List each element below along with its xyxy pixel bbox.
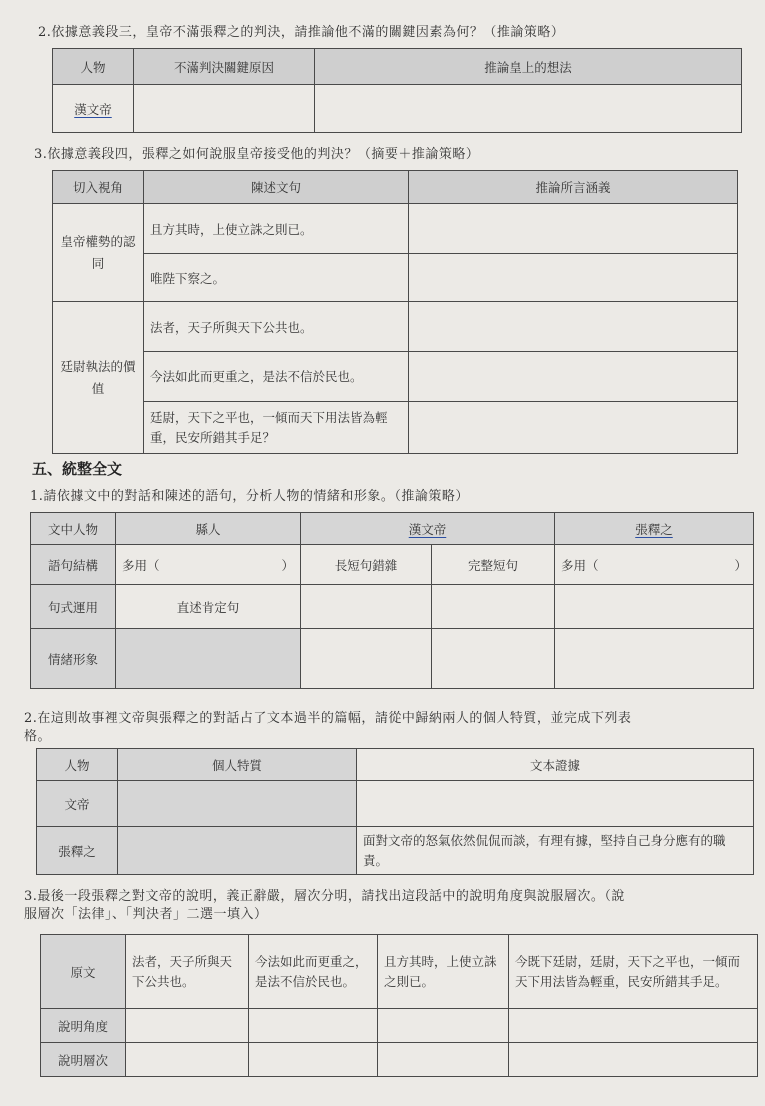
table-q2 (52, 48, 742, 133)
cell-county-man-emotion[interactable] (116, 629, 301, 689)
header-personal-trait: 個人特質 (118, 749, 357, 781)
header-reason: 不滿判決關鍵原因 (134, 49, 315, 85)
header-characters: 文中人物 (31, 513, 116, 545)
cell-emperor-emotion-1[interactable] (301, 629, 432, 689)
header-county-man: 縣人 (116, 513, 301, 545)
level-answer-1[interactable] (126, 1043, 249, 1077)
row-label-zhang: 張釋之 (37, 827, 118, 875)
question-5-2-text: 2.在這則故事裡文帝與張釋之的對話占了文本過半的篇幅，請從中歸納兩人的個人特質，並完成下列表 格。 (24, 711, 632, 744)
original-clause-1: 法者，天子所與天下公共也。 (126, 935, 249, 1009)
statement-4: 今法如此而更重之，是法不信於民也。 (144, 352, 409, 402)
angle-answer-4[interactable] (509, 1009, 758, 1043)
row-label-explanation-level: 說明層次 (41, 1043, 126, 1077)
cell-emperor-mixed: 長短句錯雜 (301, 545, 432, 585)
table-q3 (52, 170, 738, 454)
header-emperor-thought: 推論皇上的想法 (315, 49, 742, 85)
table-traits (36, 748, 754, 875)
cell-emperor-use-1[interactable] (301, 585, 432, 629)
row-label-sentence-structure: 語句結構 (31, 545, 116, 585)
cell-thought-answer[interactable] (315, 85, 742, 133)
cell-zhang-structure[interactable]: 多用（ ） (555, 545, 754, 585)
original-clause-2: 今法如此而更重之，是法不信於民也。 (249, 935, 378, 1009)
level-answer-4[interactable] (509, 1043, 758, 1077)
cell-emperor-complete: 完整短句 (432, 545, 555, 585)
header-meaning: 推論所言涵義 (409, 171, 738, 204)
statement-2: 唯陛下察之。 (144, 254, 409, 302)
level-answer-3[interactable] (378, 1043, 509, 1077)
question-5-3-text: 3.最後一段張釋之對文帝的說明，義正辭嚴，層次分明，請找出這段話中的說明角度與說服層次。（說 服層次「法律」、「判決者」二選一填入） (24, 889, 625, 922)
meaning-4-answer[interactable] (409, 352, 738, 402)
cell-wendi-evidence[interactable] (357, 781, 754, 827)
cell-reason-answer[interactable] (134, 85, 315, 133)
row-label-wendi: 文帝 (37, 781, 118, 827)
meaning-3-answer[interactable] (409, 302, 738, 352)
angle-answer-2[interactable] (249, 1009, 378, 1043)
header-statement: 陳述文句 (144, 171, 409, 204)
meaning-5-answer[interactable] (409, 402, 738, 454)
angle-answer-1[interactable] (126, 1009, 249, 1043)
original-clause-3: 且方其時，上使立誅之則已。 (378, 935, 509, 1009)
header-person: 人物 (53, 49, 134, 85)
cell-emperor-use-2[interactable] (432, 585, 555, 629)
row-label-original-text: 原文 (41, 935, 126, 1009)
cell-wendi-trait[interactable] (118, 781, 357, 827)
header-zhang-shizhi: 張釋之 (555, 513, 754, 545)
cell-zhang-evidence: 面對文帝的怒氣依然侃侃而談，有理有據，堅持自己身分應有的職責。 (357, 827, 754, 875)
row-label-sentence-use: 句式運用 (31, 585, 116, 629)
group-law-value: 廷尉執法的價值 (53, 302, 144, 454)
section-5-title: 五、統整全文 (32, 460, 123, 478)
statement-1: 且方其時，上使立誅之則已。 (144, 204, 409, 254)
statement-3: 法者，天子所與天下公共也。 (144, 302, 409, 352)
table-characters (30, 512, 754, 689)
level-answer-2[interactable] (249, 1043, 378, 1077)
table-persuasion (40, 934, 758, 1077)
header-angle: 切入視角 (53, 171, 144, 204)
angle-answer-3[interactable] (378, 1009, 509, 1043)
original-clause-4: 今既下廷尉，廷尉，天下之平也，一傾而天下用法皆為輕重，民安所錯其手足。 (509, 935, 758, 1009)
cell-county-man-sentence-use: 直述肯定句 (116, 585, 301, 629)
row-label-emperor-wen: 漢文帝 (53, 85, 134, 133)
cell-county-man-structure[interactable]: 多用（ ） (116, 545, 301, 585)
statement-5: 廷尉，天下之平也，一傾而天下用法皆為輕重，民安所錯其手足？ (144, 402, 409, 454)
question-2-text: 2.依據意義段三，皇帝不滿張釋之的判決，請推論他不滿的關鍵因素為何？（推論策略） (38, 25, 565, 40)
cell-emperor-emotion-2[interactable] (432, 629, 555, 689)
header-trait-person: 人物 (37, 749, 118, 781)
meaning-1-answer[interactable] (409, 204, 738, 254)
group-imperial-authority: 皇帝權勢的認同 (53, 204, 144, 302)
question-3-text: 3.依據意義段四，張釋之如何說服皇帝接受他的判決？（摘要＋推論策略） (34, 147, 480, 162)
header-emperor-wen: 漢文帝 (301, 513, 555, 545)
row-label-explanation-angle: 說明角度 (41, 1009, 126, 1043)
meaning-2-answer[interactable] (409, 254, 738, 302)
cell-zhang-trait[interactable] (118, 827, 357, 875)
row-label-emotion-image: 情緒形象 (31, 629, 116, 689)
header-text-evidence: 文本證據 (357, 749, 754, 781)
cell-zhang-emotion[interactable] (555, 629, 754, 689)
question-5-1-text: 1.請依據文中的對話和陳述的語句，分析人物的情緒和形象。（推論策略） (30, 489, 469, 504)
cell-zhang-use[interactable] (555, 585, 754, 629)
